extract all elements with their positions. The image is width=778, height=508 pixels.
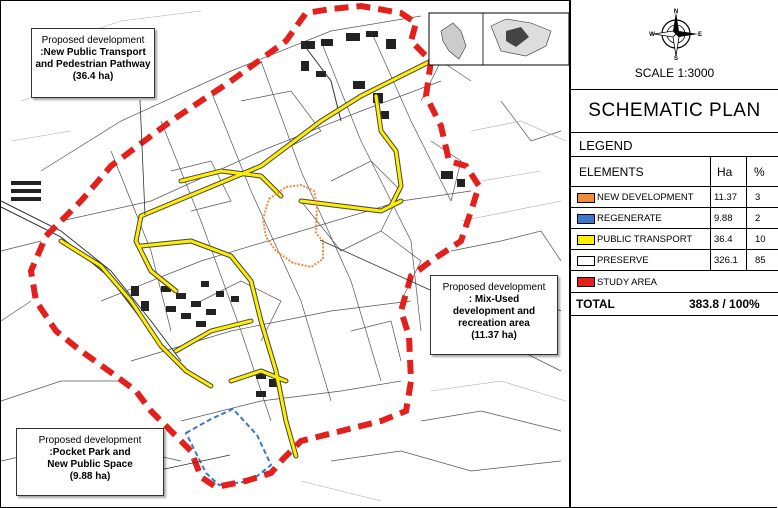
callout-line: :New Public Transport <box>40 47 146 58</box>
table-divider <box>710 156 711 270</box>
plan-title: SCHEMATIC PLAN <box>571 89 778 133</box>
regenerate-area <box>186 409 271 485</box>
legend-heading: LEGEND <box>579 138 633 153</box>
legend-swatch <box>577 256 595 266</box>
callout-area: (36.4 ha) <box>72 71 114 82</box>
compass-n: N <box>673 9 679 15</box>
compass-rose-icon <box>650 8 702 60</box>
legend-swatch <box>577 235 595 245</box>
legend-pct: 85 <box>755 255 766 266</box>
new-development-area <box>263 185 323 267</box>
legend-label: STUDY AREA <box>597 276 658 288</box>
callout-heading: Proposed development <box>442 282 546 293</box>
legend-ha: 11.37 <box>714 192 738 203</box>
compass-e: E <box>697 32 703 38</box>
legend-label: PRESERVE <box>597 255 649 266</box>
callout-pocket-park <box>16 428 164 496</box>
compass-s: S <box>673 56 679 62</box>
callout-line: :Pocket Park and <box>49 447 131 458</box>
legend-swatch <box>577 277 595 287</box>
legend-pct: 10 <box>755 234 766 245</box>
callout-line: New Public Space <box>47 459 133 470</box>
callout-area: (11.37 ha) <box>471 330 517 341</box>
legend-total-row <box>571 292 778 316</box>
inset-location-map <box>429 13 569 65</box>
legend-pct: 2 <box>755 213 761 224</box>
legend-swatch <box>577 214 595 224</box>
legend-ha: 9.88 <box>714 213 733 224</box>
legend-pct: 3 <box>755 192 761 203</box>
legend-label: REGENERATE <box>597 213 662 224</box>
callout-line: development and <box>452 306 536 317</box>
callout-transport <box>31 28 155 98</box>
legend-label: NEW DEVELOPMENT <box>597 192 694 203</box>
legend-swatch <box>577 193 595 203</box>
header-ha: Ha <box>717 165 733 179</box>
header-pct: % <box>754 165 765 179</box>
legend-panel <box>569 0 778 507</box>
callout-heading: Proposed development <box>41 35 145 46</box>
callout-line: and Pedestrian Pathway <box>35 59 151 70</box>
scale-label: SCALE 1:3000 <box>634 66 715 80</box>
callout-mixed-use <box>430 275 558 355</box>
legend-ha: 36.4 <box>714 234 733 245</box>
callout-area: (9.88 ha) <box>69 471 111 482</box>
compass-w: W <box>649 32 655 38</box>
total-label: TOTAL <box>576 297 615 311</box>
callout-line: : Mix-Used <box>468 294 520 305</box>
table-divider <box>746 156 747 270</box>
callout-heading: Proposed development <box>38 435 142 446</box>
header-elements: ELEMENTS <box>579 165 644 179</box>
total-value: 383.8 / 100% <box>689 297 760 311</box>
callout-line: recreation area <box>458 318 530 329</box>
legend-ha: 326.1 <box>714 255 738 266</box>
legend-label: PUBLIC TRANSPORT <box>597 234 693 245</box>
legend-row <box>571 270 778 293</box>
